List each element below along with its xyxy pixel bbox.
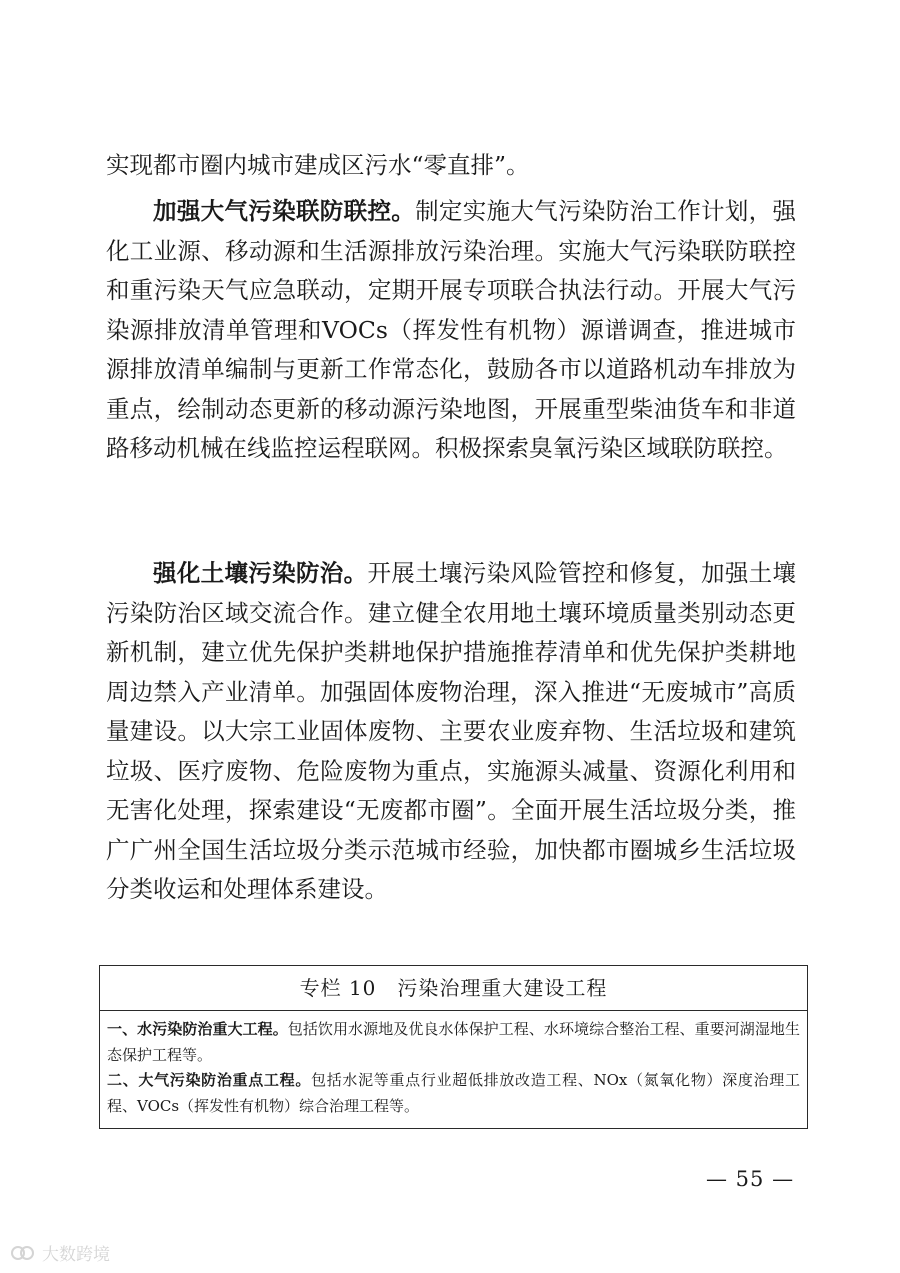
- paragraph-air-pollution: [106, 192, 796, 469]
- paragraph-text: 实现都市圈内城市建成区污水“零直排”。: [106, 151, 530, 179]
- paragraph-text: 开展土壤污染风险管控和修复，加强土壤污染防治区域交流合作。建立健全农用地土壤环境质量类别动态更新机制，建立优先保护类耕地保护措施推荐清单和优先保护类耕地周边禁入产业清单。加强固体废物治理，深入推进“无废城市”高质量建设。以大宗工业固体废物、主要农业废弃物、生活垃圾和建筑垃圾、医疗废物、危险废物为重点，实施源头减量、资源化利用和无害化处理，探索建设“无废都市圈”。全面开展生活垃圾分类，推广广州全国生活垃圾分类示范城市经验，加快都市圈城乡生活垃圾分类收运和处理体系建设。: [106, 559, 797, 903]
- watermark-text: 大数跨境: [42, 1245, 110, 1265]
- paragraph-text: 制定实施大气污染防治工作计划，强化工业源、移动源和生活源排放污染治理。实施大气污染联防联控和重污染天气应急联动，定期开展专项联合执法行动。开展大气污染源排放清单管理和VOCs（挥发性有机物）源谱调查，推进城市源排放清单编制与更新工作常态化，鼓励各市以道路机动车排放为重点，绘制动态更新的移动源污染地图，开展重型柴油货车和非道路移动机械在线监控运程联网。积极探索臭氧污染区域联防联控。: [106, 197, 797, 462]
- column-box-body: [100, 1011, 807, 1119]
- watermark: [10, 1240, 110, 1265]
- paragraph-heading: 加强大气污染联防联控。: [153, 197, 416, 225]
- paragraph-sewage: [106, 146, 796, 186]
- page-number: — 55 —: [706, 1167, 795, 1191]
- column-item-heading: 一、水污染防治重大工程。: [107, 1020, 288, 1038]
- paragraph-heading: 强化土壤污染防治。: [153, 559, 368, 587]
- column-item-text: 包括饮用水源地及优良水体保护工程、水环境综合整治工程、重要河湖湿地生态保护工程等。: [107, 1020, 800, 1064]
- watermark-logo-icon: [10, 1243, 36, 1263]
- column-box-title: 专栏 10 污染治理重大建设工程: [100, 966, 807, 1011]
- column-box: [99, 965, 808, 1129]
- paragraph-soil-pollution: [106, 554, 796, 910]
- column-item: [107, 1017, 800, 1068]
- column-item-text: 包括水泥等重点行业超低排放改造工程、NOx（氮氧化物）深度治理工程、VOCs（挥发性有机物）综合治理工程等。: [107, 1071, 800, 1115]
- column-item-heading: 二、大气污染防治重点工程。: [107, 1071, 312, 1089]
- column-item: [107, 1068, 800, 1119]
